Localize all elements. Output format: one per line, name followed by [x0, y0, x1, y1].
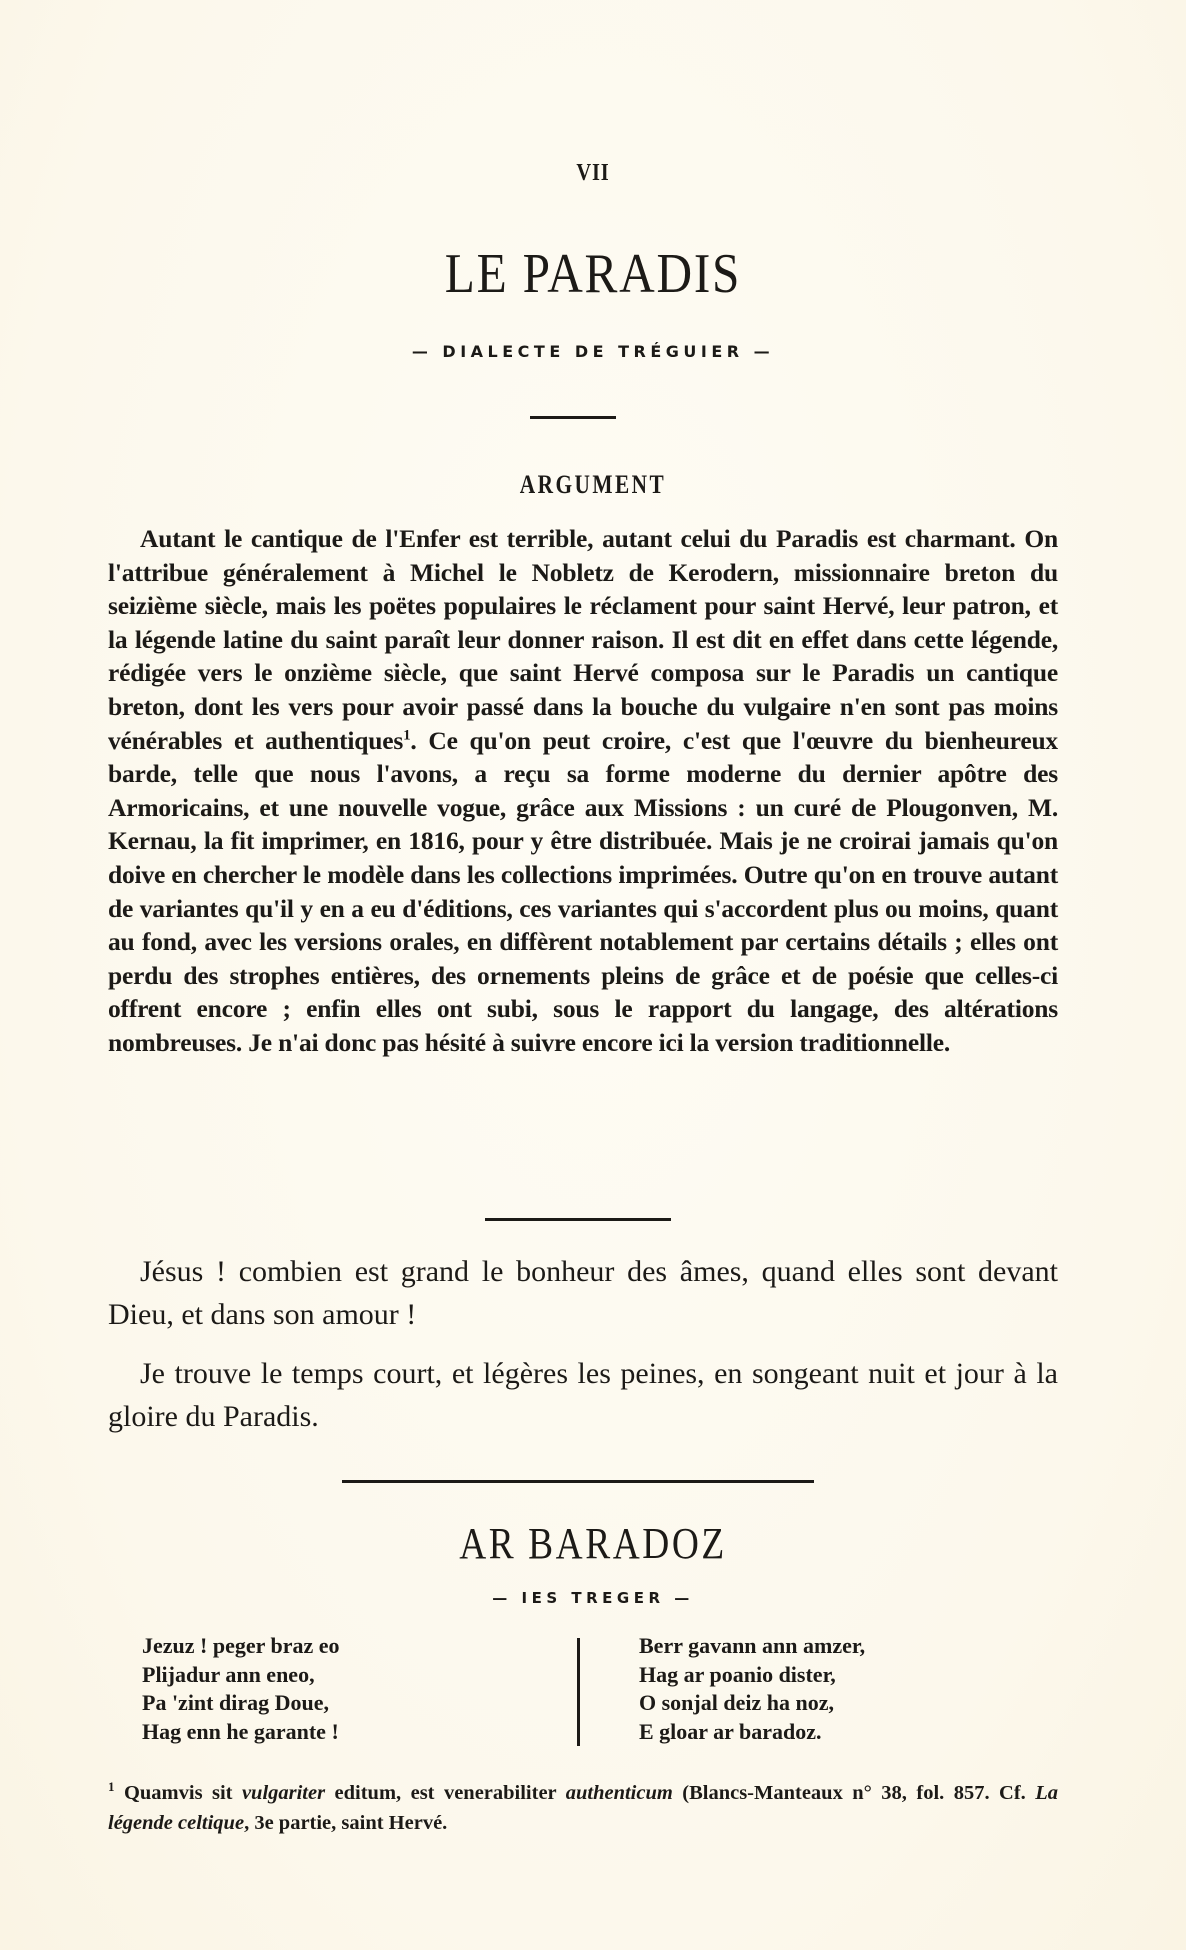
long-divider-rule	[342, 1480, 814, 1483]
footnote-text: , 3e partie, saint Hervé.	[244, 1812, 448, 1834]
breton-title: AR BARADOZ	[459, 1519, 727, 1568]
footnote-italic-term: authenticum	[565, 1782, 673, 1804]
breton-line: E gloar ar baradoz.	[639, 1718, 822, 1744]
footnote-text: (Blancs-Manteaux n° 38, fol. 857. Cf.	[672, 1782, 1036, 1804]
footnote-reference[interactable]: 1	[403, 727, 411, 744]
footnote-text: Quamvis sit	[123, 1782, 242, 1804]
breton-line: O sonjal deiz ha noz,	[639, 1690, 834, 1715]
breton-line: Jezuz ! peger braz eo	[142, 1633, 340, 1658]
argument-text-part1: Autant le cantique de l'Enfer est terrible, autant celui du Paradis est charmant. On l'attribue généralement à Michel le Nobletz de Kerodern, missionnaire breton du seizième siècle, mais les poëtes populaires le réclament pour saint Hervé, leur patron, et la légende latine du saint paraît leur donner raison. Il est dit en effet dans cette légende, rédigée vers le onzième siècle, que saint Hervé composa sur le Paradis un cantique breton, dont les vers pour avoir passé dans la bouche du vulgaire n'en sont pas moins vénérables et authentiques	[108, 524, 1058, 755]
translation-stanza-2: Je trouve le temps court, et légères les peines, en songeant nuit et jour à la gloire du Paradis.	[108, 1357, 1058, 1433]
breton-line: Hag enn he garante !	[142, 1718, 339, 1744]
column-divider-rule	[577, 1638, 580, 1746]
argument-paragraph	[108, 522, 1058, 1060]
dialect-subtitle: — DIALECTE DE TRÉGUIER —	[411, 342, 775, 361]
footnote-book-title: La légende celtique	[108, 1782, 1058, 1834]
footnote-italic-term: vulgariter	[241, 1782, 326, 1804]
footnote	[108, 1778, 1058, 1838]
breton-line: Berr gavann ann amzer,	[639, 1633, 866, 1658]
breton-left-column	[142, 1632, 340, 1746]
footnote-text: editum, est venerabiliter	[325, 1782, 566, 1804]
short-divider-rule	[530, 416, 616, 419]
footnote-mark: 1	[108, 1779, 115, 1795]
breton-line: Pa 'zint dirag Doue,	[142, 1690, 329, 1715]
breton-right-column	[639, 1632, 865, 1746]
breton-subtitle: — IES TREGER —	[492, 1589, 694, 1607]
breton-line: Hag ar poanio dister,	[639, 1661, 836, 1687]
argument-heading: ARGUMENT	[519, 470, 667, 499]
section-divider-rule	[485, 1218, 671, 1221]
breton-line: Plijadur ann eneo,	[142, 1661, 315, 1687]
chapter-title: LE PARADIS	[444, 243, 742, 305]
translation-stanza-1: Jésus ! combien est grand le bonheur des âmes, quand elles sont devant Dieu, et dans son amour !	[108, 1255, 1058, 1331]
argument-text-part2: . Ce qu'on peut croire, c'est que l'œuvre du bienheureux barde, telle que nous l'avons, a reçu sa forme moderne du dernier apôtre des Armoricains, et une nouvelle vogue, grâce aux Missions : un curé de Plougonven, M. Kernau, la fit imprimer, en 1816, pour y être distribuée. Mais je ne croirai jamais qu'on doive en chercher le modèle dans les collections imprimées. Outre qu'on en trouve autant de variantes qu'il y en a eu d'éditions, ces variantes qui s'accordent plus ou moins, quant au fond, avec les versions orales, en diffèrent notablement par certains détails ; elles ont perdu des strophes entières, des ornements pleins de grâce et de poésie que celles-ci offrent encore ; enfin elles ont subi, sous le rapport du langage, des altérations nombreuses. Je n'ai donc pas hésité à suivre encore ici la version traditionnelle.	[108, 725, 1058, 1057]
chapter-numeral: VII	[576, 160, 610, 186]
